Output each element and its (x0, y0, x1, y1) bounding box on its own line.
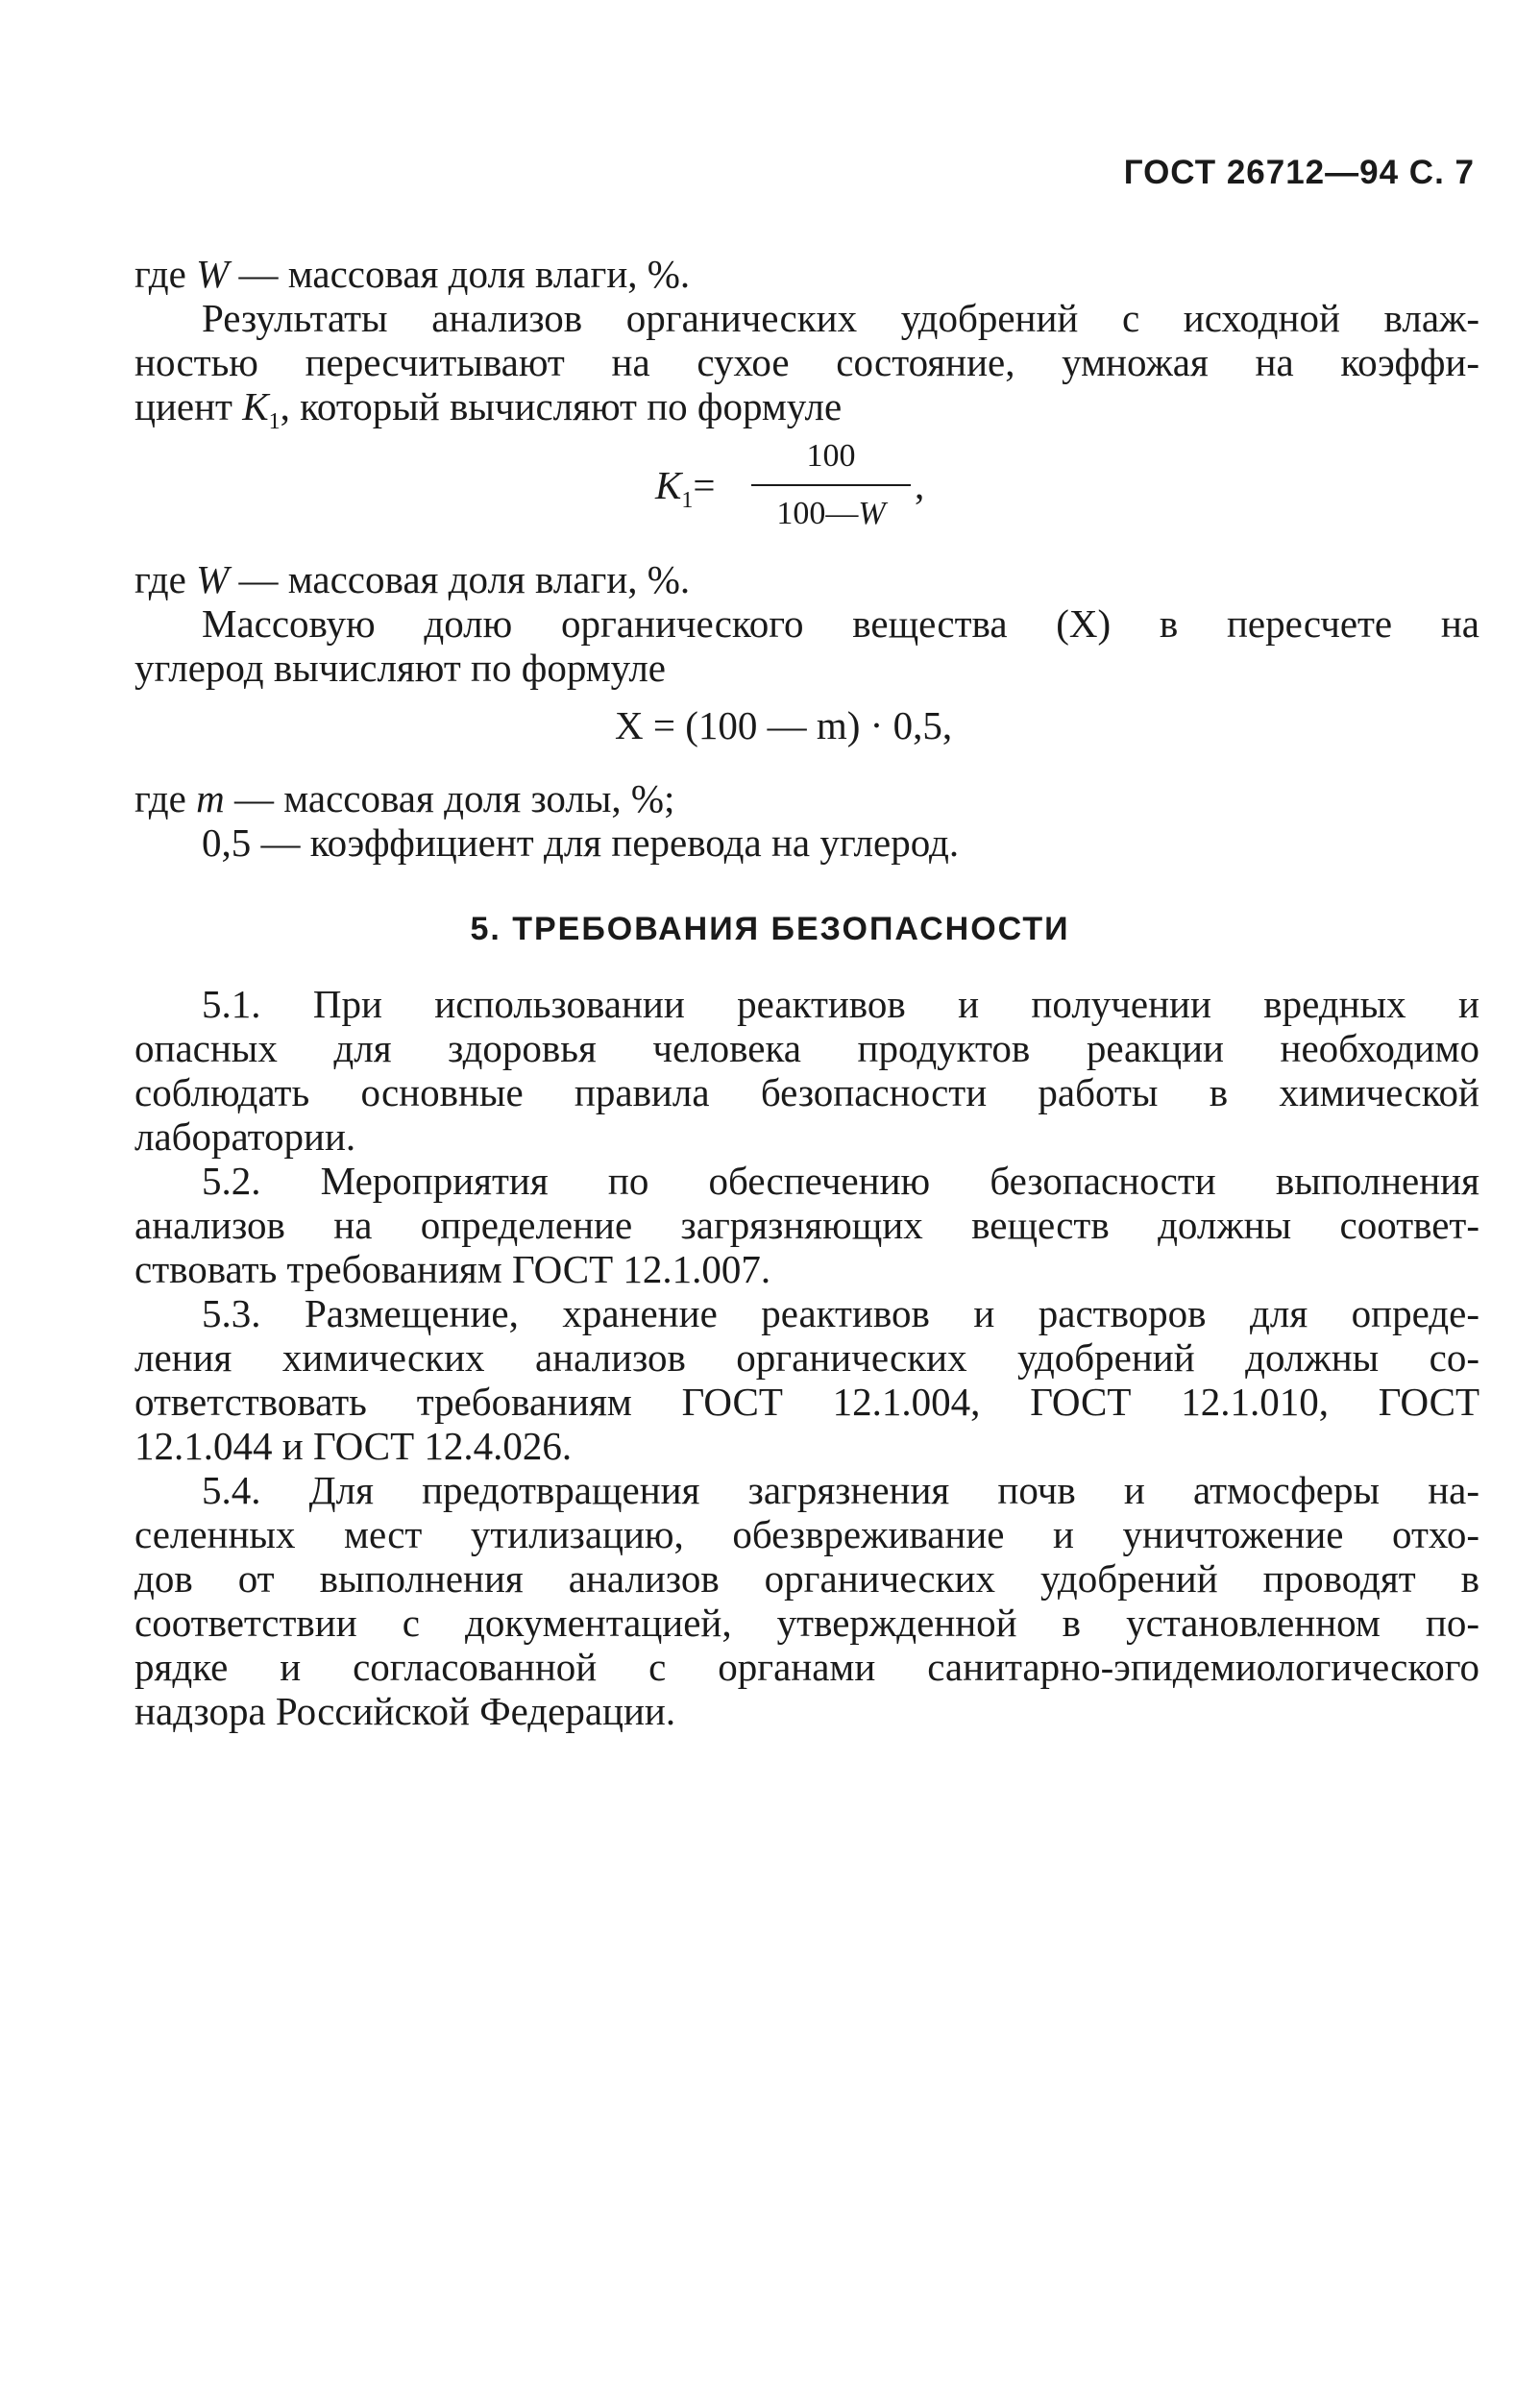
where-definition: — массовая доля влаги, %. (229, 252, 691, 296)
recalc-paragraph-line-1: Результаты анализов органических удобрений с исходной влаж- (202, 296, 1479, 340)
recalc-paragraph-line-3: циент $K_1$, который вычисляют по формуле (134, 384, 843, 435)
formula-k1-denominator: 100—W (776, 496, 886, 531)
p51-line-3: соблюдать основные правила безопасности работы в химической (134, 1070, 1479, 1114)
section-5-title: 5. ТРЕБОВАНИЯ БЕЗОПАСНОСТИ (470, 911, 1070, 947)
formula-k1-comma: , (915, 463, 925, 507)
formula-k1-fraction-bar (751, 484, 911, 486)
var-k: K (242, 384, 269, 428)
coefficient-line: 0,5 — коэффициент для перевода на углерод. (202, 820, 960, 865)
p53-line-3: ответствовать требованиям ГОСТ 12.1.004, ГОСТ 12.1.010, ГОСТ (134, 1380, 1479, 1424)
p54-line-6: надзора Российской Федерации. (134, 1689, 676, 1733)
p52-line-2: анализов на определение загрязняющих веществ должны соответ- (134, 1203, 1479, 1247)
p52-line-3: ствовать требованиям ГОСТ 12.1.007. (134, 1247, 771, 1291)
p51-line-4: лаборатории. (134, 1114, 356, 1159)
organic-matter-line-2: углерод вычисляют по формуле (134, 646, 666, 690)
formula-k1-lhs: $K_1=$ (655, 463, 716, 514)
var-w: W (196, 252, 230, 296)
p54-line-3: дов от выполнения анализов органических удобрений проводят в (134, 1556, 1479, 1601)
page-header: ГОСТ 26712—94 С. 7 (1123, 154, 1475, 191)
p51-line-1: 5.1. При использовании реактивов и получении вредных и (202, 982, 1479, 1026)
recalc-paragraph-line-2: ностью пересчитывают на сухое состояние, умножая на коэффи- (134, 340, 1479, 384)
p54-line-1: 5.4. Для предотвращения загрязнения почв и атмосферы на- (202, 1468, 1479, 1512)
where-ash-line: где m — массовая доля золы, %; (134, 776, 675, 820)
p53-line-2: ления химических анализов органических удобрений должны со- (134, 1335, 1479, 1380)
p51-line-2: опасных для здоровья человека продуктов реакции необходимо (134, 1026, 1479, 1070)
p54-line-4: соответствии с документацией, утвержденной в установленном по- (134, 1601, 1479, 1645)
where-word: где (134, 252, 197, 296)
where-moisture-line-1 (134, 252, 1479, 296)
p52-line-1: 5.2. Мероприятия по обеспечению безопасности выполнения (202, 1159, 1479, 1203)
p53-line-4: 12.1.044 и ГОСТ 12.4.026. (134, 1424, 573, 1468)
formula-k1-numerator: 100 (806, 438, 856, 474)
p53-line-1: 5.3. Размещение, хранение реактивов и растворов для опреде- (202, 1291, 1479, 1335)
formula-x: X = (100 — m) · 0,5, (615, 703, 953, 747)
p54-line-2: селенных мест утилизацию, обезвреживание и уничтожение отхо- (134, 1512, 1479, 1556)
organic-matter-line-1: Массовую долю органического вещества (X) в пересчете на (202, 601, 1479, 646)
where-moisture-line-2: где W — массовая доля влаги, %. (134, 557, 691, 601)
p54-line-5: рядке и согласованной с органами санитарно-эпидемиологического (134, 1645, 1479, 1689)
